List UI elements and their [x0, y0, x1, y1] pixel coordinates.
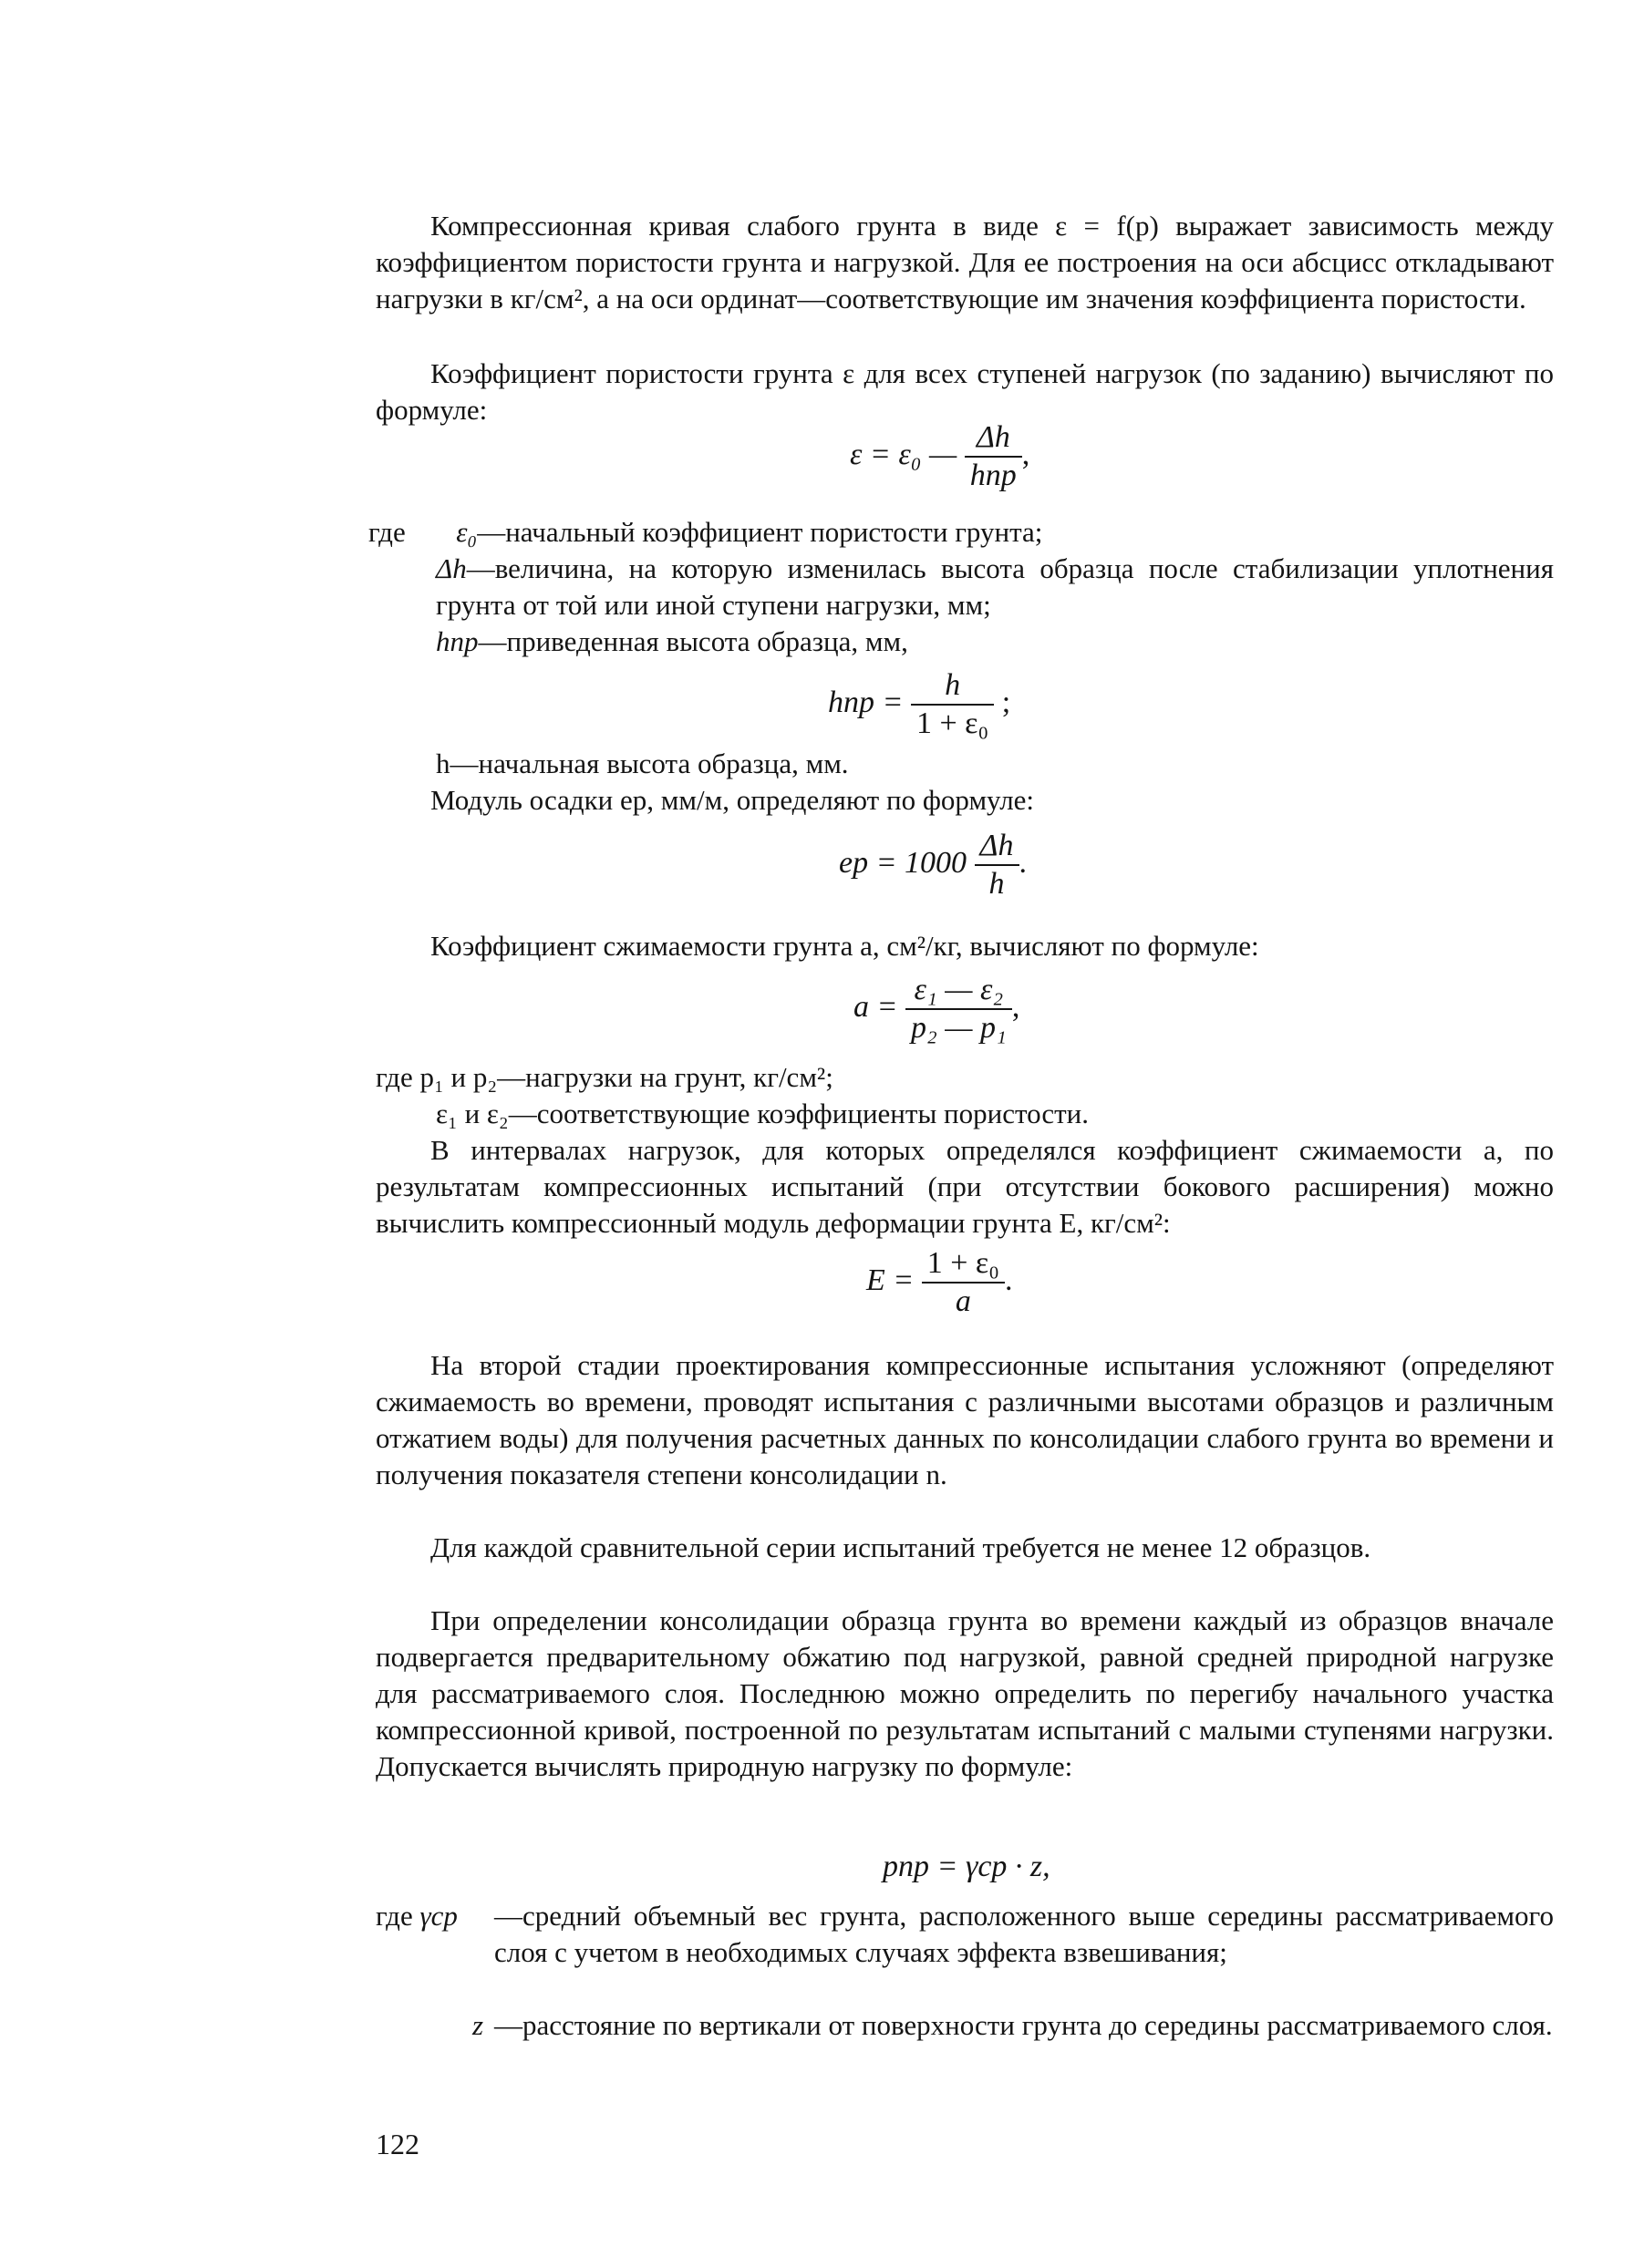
paragraph-compression-curve: Компрессионная кривая слабого грунта в виде ε = f(p) выражает зависимость между коэффициентом пористости грунта и нагрузкой. Для ее построения на оси абсцисс откладывают нагрузки в кг/см², а на оси ординат—соответствующие им значения коэффициента пористости.	[376, 210, 1554, 314]
page-number: 122	[376, 2128, 419, 2160]
definition-symbol: γср	[419, 1900, 458, 1932]
formula-natural-load-text: pпр = γср · z,	[883, 1850, 1050, 1883]
definition-gamma	[376, 1898, 458, 1934]
formula-reduced-height-denominator: 1 + ε₀	[915, 706, 989, 740]
formula-deformation-modulus	[866, 1245, 1013, 1320]
formula-reduced-height-tail: ;	[1001, 685, 1011, 719]
definition-text: —начальный коэффициент пористости грунта;	[477, 516, 1043, 548]
definition-e0	[368, 514, 1042, 551]
formula-reduced-height-lhs: hпр =	[828, 685, 904, 719]
formula-porosity-fraction	[965, 419, 1022, 494]
paragraph-sample-count: Для каждой сравнительной серии испытаний требуется не менее 12 образцов.	[430, 1531, 1371, 1563]
formula-deformation-modulus-fraction	[922, 1245, 1005, 1320]
definition-prefix: где	[368, 516, 406, 548]
formula-deformation-modulus-denominator: a	[955, 1284, 971, 1318]
definition-symbol: hпр	[436, 625, 479, 657]
formula-porosity-tail: ,	[1021, 437, 1030, 471]
formula-settlement-modulus-tail: .	[1019, 845, 1028, 880]
formula-reduced-height-numerator: h	[911, 667, 994, 706]
formula-deformation-modulus-lhs: E =	[866, 1263, 915, 1297]
formula-porosity-numerator: Δh	[965, 419, 1022, 458]
formula-porosity-denominator: hпр	[969, 459, 1017, 492]
definition-z	[472, 2007, 483, 2044]
definition-delta-h	[436, 551, 1554, 624]
formula-compressibility-numerator: ε₁ — ε₂	[905, 972, 1012, 1010]
paragraph-second-stage: На второй стадии проектирования компрессионные испытания усложняют (определяют сжимаемость во времени, проводят испытания с различными высотами образцов и различным отжатием воды) для получения расчетных данных по консолидации слабого грунта во времени и получения показателя степени консолидации n.	[376, 1349, 1554, 1490]
definition-porosity-pair: ε₁ и ε₂—соответствующие коэффициенты пористости.	[436, 1098, 1090, 1129]
formula-compressibility-lhs: a =	[853, 989, 898, 1024]
formula-settlement-modulus-lhs: ep = 1000	[839, 845, 967, 880]
paragraph-porosity-coefficient: Коэффициент пористости грунта ε для всех ступеней нагрузок (по заданию) вычисляют по формуле:	[376, 357, 1554, 426]
formula-settlement-modulus	[839, 828, 1027, 902]
definition-text: —приведенная высота образца, мм,	[478, 625, 908, 657]
paragraph-consolidation: При определении консолидации образца грунта во времени каждый из образцов вначале подвергается предварительному обжатию под нагрузкой, равной средней природной нагрузке для рассматриваемого слоя. Последнюю можно определить по перегибу начального участка компрессионной кривой, построенной по результатам испытаний с малыми ступенями нагрузки. Допускается вычислять природную нагрузку по формуле:	[376, 1604, 1554, 1782]
formula-deformation-modulus-numerator: 1 + ε₀	[922, 1245, 1005, 1283]
definition-h: h—начальная высота образца, мм.	[436, 747, 849, 779]
paragraph-deformation-modulus: В интервалах нагрузок, для которых определялся коэффициент сжимаемости a, по результатам компрессионных испытаний (при отсутствии бокового расширения) можно вычислить компрессионный модуль деформации грунта E, кг/см²:	[376, 1134, 1554, 1239]
definition-prefix: где	[376, 1900, 413, 1932]
definition-text: —величина, на которую изменилась высота образца после стабилизации уплотнения грунта от той или иной ступени нагрузки, мм;	[436, 552, 1554, 621]
formula-settlement-modulus-numerator: Δh	[975, 828, 1019, 866]
formula-compressibility	[853, 972, 1019, 1046]
formula-settlement-modulus-fraction	[975, 828, 1019, 902]
paragraph-settlement-modulus: Модуль осадки ep, мм/м, определяют по формуле:	[430, 784, 1035, 816]
formula-deformation-modulus-tail: .	[1005, 1263, 1013, 1297]
formula-reduced-height-fraction	[911, 667, 994, 742]
definition-h-reduced	[436, 624, 908, 660]
formula-porosity	[850, 419, 1029, 494]
definition-loads: где p₁ и p₂—нагрузки на грунт, кг/см²;	[376, 1061, 833, 1093]
formula-compressibility-denominator: p₂ — p₁	[910, 1011, 1007, 1045]
formula-porosity-lhs: ε = ε₀ —	[850, 437, 957, 471]
definition-symbol: ε₀	[456, 516, 478, 548]
definition-symbol: z	[472, 2009, 484, 2041]
formula-natural-load	[883, 1849, 1050, 1885]
paragraph-compressibility: Коэффициент сжимаемости грунта a, см²/кг, вычисляют по формуле:	[430, 930, 1259, 962]
formula-settlement-modulus-denominator: h	[988, 867, 1005, 901]
formula-compressibility-fraction	[905, 972, 1012, 1046]
formula-compressibility-tail: ,	[1011, 989, 1020, 1024]
definition-gamma-text: —средний объемный вес грунта, расположенного выше середины рассматриваемого слоя с учетом в необходимых случаях эффекта взвешивания;	[494, 1900, 1554, 1968]
formula-reduced-height	[828, 667, 1010, 742]
definition-symbol: Δh	[436, 552, 467, 584]
definition-z-text: —расстояние по вертикали от поверхности грунта до середины рассматриваемого слоя.	[494, 2009, 1553, 2041]
